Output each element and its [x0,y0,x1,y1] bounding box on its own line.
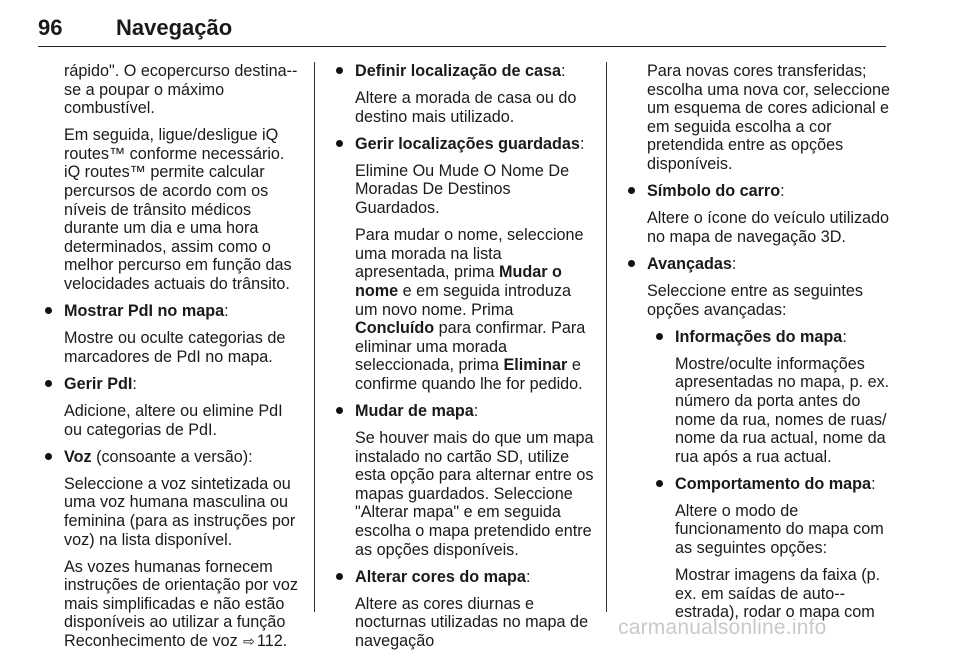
bullet-icon [628,260,635,267]
bullet-icon [336,573,343,580]
page-header [38,10,886,47]
column-divider [606,62,607,612]
item-description: Adicione, altere ou elimine PdI ou categorias de PdI. [64,402,283,439]
page-reference-arrow-icon: ⇨ [243,633,255,650]
bullet-icon [628,187,635,194]
item-description: Altere as cores diurnas e nocturnas utilizadas no mapa de navegação [355,594,589,651]
item-description: Altere o ícone do veículo utilizado no mapa de navegação 3D. [647,209,890,246]
bullet-icon [336,140,343,147]
bullet-icon [656,333,663,340]
bullet-icon [45,307,52,314]
list-item: Gerir PdI: [42,375,304,394]
item-description [333,226,595,393]
paragraph: rápido". O ecopercurso destina--se a poupar o máximo combustível. [64,62,298,118]
bullet-icon [336,67,343,74]
sub-list-item: Comportamento do mapa: [625,475,893,494]
list-item: Símbolo do carro: [625,182,893,201]
page-number: 96 [38,15,63,40]
item-description: Mostre ou oculte categorias de marcadores de PdI no mapa. [64,329,286,366]
item-description: Seleccione a voz sintetizada ou uma voz humana masculina ou feminina (para as instruções por voz) na lista disponível. [64,474,296,549]
item-label: Gerir PdI [64,374,133,393]
text-run: e em seguida introduza um novo nome. Prima [355,281,571,319]
column-2 [333,62,595,659]
item-label: Informações do mapa [675,327,843,346]
item-label: Mudar de mapa [355,402,474,420]
item-description: Mostre/oculte informações apresentadas no mapa, p. ex. número da porta antes do nome da rua, nomes de ruas/ nome da rua actual, nome da rua após a rua actual. [675,354,890,466]
item-description: Se houver mais do que um mapa instalado no cartão SD, utilize esta opção para alternar entre os mapas guardados. Seleccione "Alterar mapa" e em seguida escolha o mapa pretendido entre as opções disponíveis. [355,429,594,559]
item-label: Símbolo do carro [647,182,781,201]
paragraph: Em seguida, ligue/desligue iQ routes™ conforme necessário. iQ routes™ permite calcular percursos de acordo com os níveis de trânsito médicos durante um dia e uma hora determinados, assim como o melhor percurso em função das velocidades actuais do trânsito. [64,126,292,294]
item-label: Gerir localizações guardadas [355,134,580,153]
text-run: e confirme quando lhe for pedido. [355,356,583,393]
list-item: Gerir localizações guardadas: [333,135,595,154]
list-item: Mostrar PdI no mapa: [42,302,304,321]
inline-button-label: Mudar o nome [355,263,562,300]
paragraph: Para novas cores transferidas; escolha uma nova cor, seleccione um esquema de cores adicional e em seguida escolha a cor pretendida entre as opções disponíveis. [647,62,890,173]
inline-button-label: Eliminar [503,356,568,375]
item-description [42,558,304,651]
list-item [42,448,304,467]
column-1 [42,62,304,659]
text-run: para confirmar. Para eliminar uma morada seleccionada, prima [355,319,586,375]
list-item: Mudar de mapa: [333,402,595,421]
bullet-icon [656,480,663,487]
list-item: Avançadas: [625,255,893,274]
inline-button-label: Concluído [355,319,435,338]
item-label-suffix: (consoante a versão): [91,447,253,466]
item-description: Mostrar imagens da faixa (p. ex. em saídas de auto--estrada), rodar o mapa com [675,566,881,622]
bullet-icon [336,407,343,414]
page-reference: 112. [256,632,288,651]
bullet-icon [45,453,52,460]
column-3 [625,62,893,630]
item-label: Mostrar PdI no mapa [64,302,225,321]
item-label: Voz [64,447,92,466]
list-item: Alterar cores do mapa: [333,568,595,587]
sub-list-item: Informações do mapa: [625,328,893,347]
item-label: Avançadas [647,254,732,273]
section-title: Navegação [116,15,233,40]
item-description-text: As vozes humanas fornecem instruções de orientação por voz mais simplificadas e não estão disponíveis ao utilizar a função Reconhecimento de voz [64,557,298,651]
item-label: Alterar cores do mapa [355,567,526,586]
item-description: Altere a morada de casa ou do destino mais utilizado. [355,89,577,126]
bullet-icon [45,380,52,387]
text-run: Para mudar o nome, seleccione uma morada na lista apresentada, prima [355,226,584,282]
item-label: Comportamento do mapa [675,474,872,493]
item-description: Altere o modo de funcionamento do mapa com as seguintes opções: [675,501,884,558]
watermark: carmanualsonline.info [618,616,827,639]
item-description: Seleccione entre as seguintes opções avançadas: [647,281,863,319]
list-item: Definir localização de casa: [333,62,595,81]
item-description: Elimine Ou Mude O Nome De Moradas De Destinos Guardados. [355,161,570,218]
item-label: Definir localização de casa [355,62,562,80]
column-divider [314,62,315,612]
